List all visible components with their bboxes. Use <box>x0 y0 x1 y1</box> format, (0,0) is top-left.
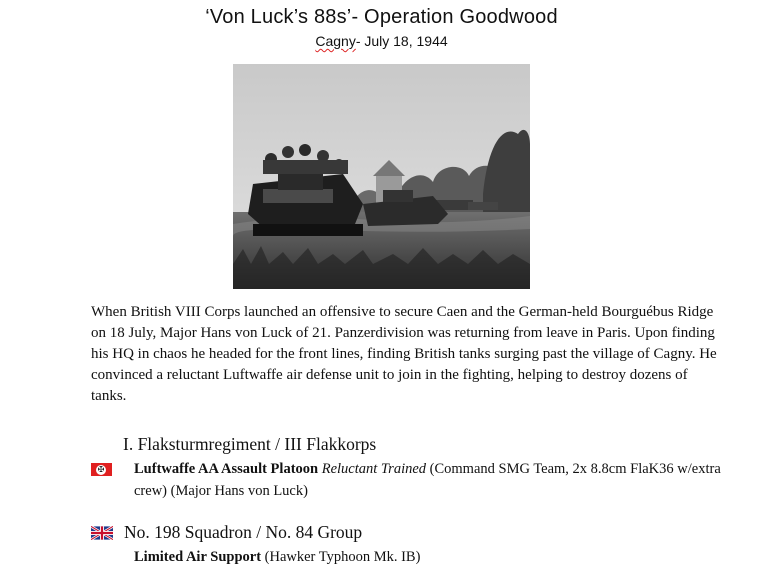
intro-paragraph <box>91 302 721 407</box>
tanks-photo-icon <box>233 64 530 289</box>
intro-text: When British VIII Corps launched an offensive to secure Caen and the German-held Bourguébus Ridge on 18 July, Major Hans von Luck of 21. Panzerdivision was returning from leave in Paris. Upon finding his HQ in chaos he headed for the front lines, finding British tanks surging past the village of Cagny. He convinced a reluctant Luftwaffe air defense unit to join in the fighting, helping to destroy dozens of tanks. <box>91 304 717 404</box>
page-subtitle <box>0 33 763 49</box>
page-title: ‘Von Luck’s 88s’- Operation Goodwood <box>205 6 558 28</box>
british-unit-name: Limited Air Support <box>134 549 262 565</box>
british-section-title: No. 198 Squadron / No. 84 Group <box>124 522 363 542</box>
german-unit-entry <box>134 458 734 502</box>
subtitle-place: Cagny <box>315 33 356 49</box>
subtitle-date: - July 18, 1944 <box>355 33 448 49</box>
union-jack-icon <box>91 526 113 540</box>
british-unit-entry <box>134 546 734 568</box>
german-section-title: I. Flaksturmregiment / III Flakkorps <box>123 434 377 454</box>
british-unit-details: (Hawker Typhoon Mk. IB) <box>264 549 421 565</box>
german-unit-details: (Command SMG Team, 2x 8.8cm FlaK36 w/extra crew) (Major Hans von Luck) <box>134 461 721 499</box>
historical-photo <box>233 64 530 289</box>
german-flag-icon: ✠ <box>91 463 112 476</box>
german-unit-name: Luftwaffe AA Assault Platoon <box>134 461 319 477</box>
german-unit-rating: Reluctant Trained <box>321 461 427 477</box>
